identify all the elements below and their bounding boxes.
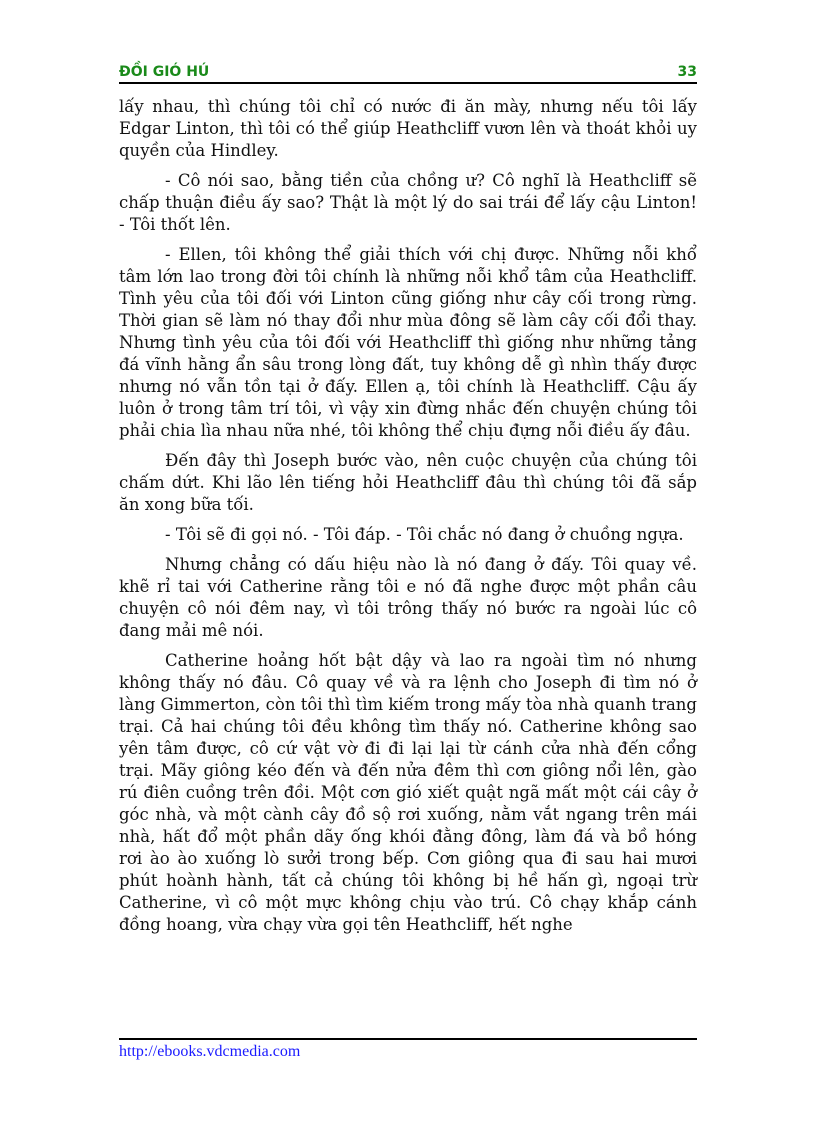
paragraph: - Tôi sẽ đi gọi nó. - Tôi đáp. - Tôi chắc nó đang ở chuồng ngựa. <box>165 525 684 544</box>
paragraph: Catherine hoảng hốt bật dậy và lao ra ngoài tìm nó nhưng không thấy nó đâu. Cô quay về và ra lệnh cho Joseph đi tìm nó ở làng Gimmerton, còn tôi thì tìm kiếm trong mấy tòa nhà quanh trang trại. Cả hai chúng tôi đều không tìm thấy nó. Catherine không sao yên tâm được, cô cứ vật vờ đi đi lại lại từ cánh cửa nhà đến cổng trại. Mãy giông kéo đến và đến nửa đêm thì cơn giông nổi lên, gào rú điên cuồng trên đồi. Một cơn gió xiết quật ngã mất một cái cây ở góc nhà, và một cành cây đồ sộ rơi xuống, nằm vắt ngang trên mái nhà, hất đổ một phần dãy ống khói đằng đông, làm đá và bồ hóng rơi ào ào xuống lò sưởi trong bếp. Cơn giông qua đi sau hai mươi phút hoành hành, tất cả chúng tôi không bị hề hấn gì, ngoại trừ Catherine, vì cô một mực không chịu vào trú. Cô chạy khắp cánh đồng hoang, vừa chạy vừa gọi tên Heathcliff, hết nghe <box>119 651 697 934</box>
page-number: 33 <box>677 64 697 80</box>
header-divider <box>119 82 697 84</box>
paragraph: - Cô nói sao, bằng tiền của chồng ư? Cô nghĩ là Heathcliff sẽ chấp thuận điều ấy sao? Thật là một lý do sai trái để lấy cậu Linton! - Tôi thốt lên. <box>119 171 697 234</box>
footer-divider <box>119 1038 697 1040</box>
page-body <box>119 96 697 944</box>
paragraph: Nhưng chẳng có dấu hiệu nào là nó đang ở đấy. Tôi quay về. khẽ rỉ tai với Catherine rằng tôi e nó đã nghe được một phần câu chuyện cô nói đêm nay, vì tôi trông thấy nó bước ra ngoài lúc cô đang mải mê nói. <box>119 555 697 640</box>
paragraph: - Ellen, tôi không thể giải thích với chị được. Những nỗi khổ tâm lớn lao trong đời tôi chính là những nỗi khổ tâm của Heathcliff. Tình yêu của tôi đối với Linton cũng giống như cây cối trong rừng. Thời gian sẽ làm nó thay đổi như mùa đông sẽ làm cây cối đổi thay. Nhưng tình yêu của tôi đối với Heathcliff thì giống như những tảng đá vĩnh hằng ẩn sâu trong lòng đất, tuy không dễ gì nhìn thấy được nhưng nó vẫn tồn tại ở đấy. Ellen ạ, tôi chính là Heathcliff. Cậu ấy luôn ở trong tâm trí tôi, vì vậy xin đừng nhắc đến chuyện chúng tôi phải chia lìa nhau nữa nhé, tôi không thể chịu đựng nỗi điều ấy đâu. <box>119 245 697 440</box>
footer-link[interactable]: http://ebooks.vdcmedia.com <box>119 1043 301 1060</box>
book-title: ĐỒI GIÓ HÚ <box>119 64 210 80</box>
paragraph: Đến đây thì Joseph bước vào, nên cuộc chuyện của chúng tôi chấm dứt. Khi lão lên tiếng hỏi Heathcliff đâu thì chúng tôi đã sắp ăn xong bữa tối. <box>119 451 697 514</box>
paragraph: lấy nhau, thì chúng tôi chỉ có nước đi ăn mày, nhưng nếu tôi lấy Edgar Linton, thì tôi có thể giúp Heathcliff vươn lên và thoát khỏi uy quyền của Hindley. <box>119 97 697 160</box>
